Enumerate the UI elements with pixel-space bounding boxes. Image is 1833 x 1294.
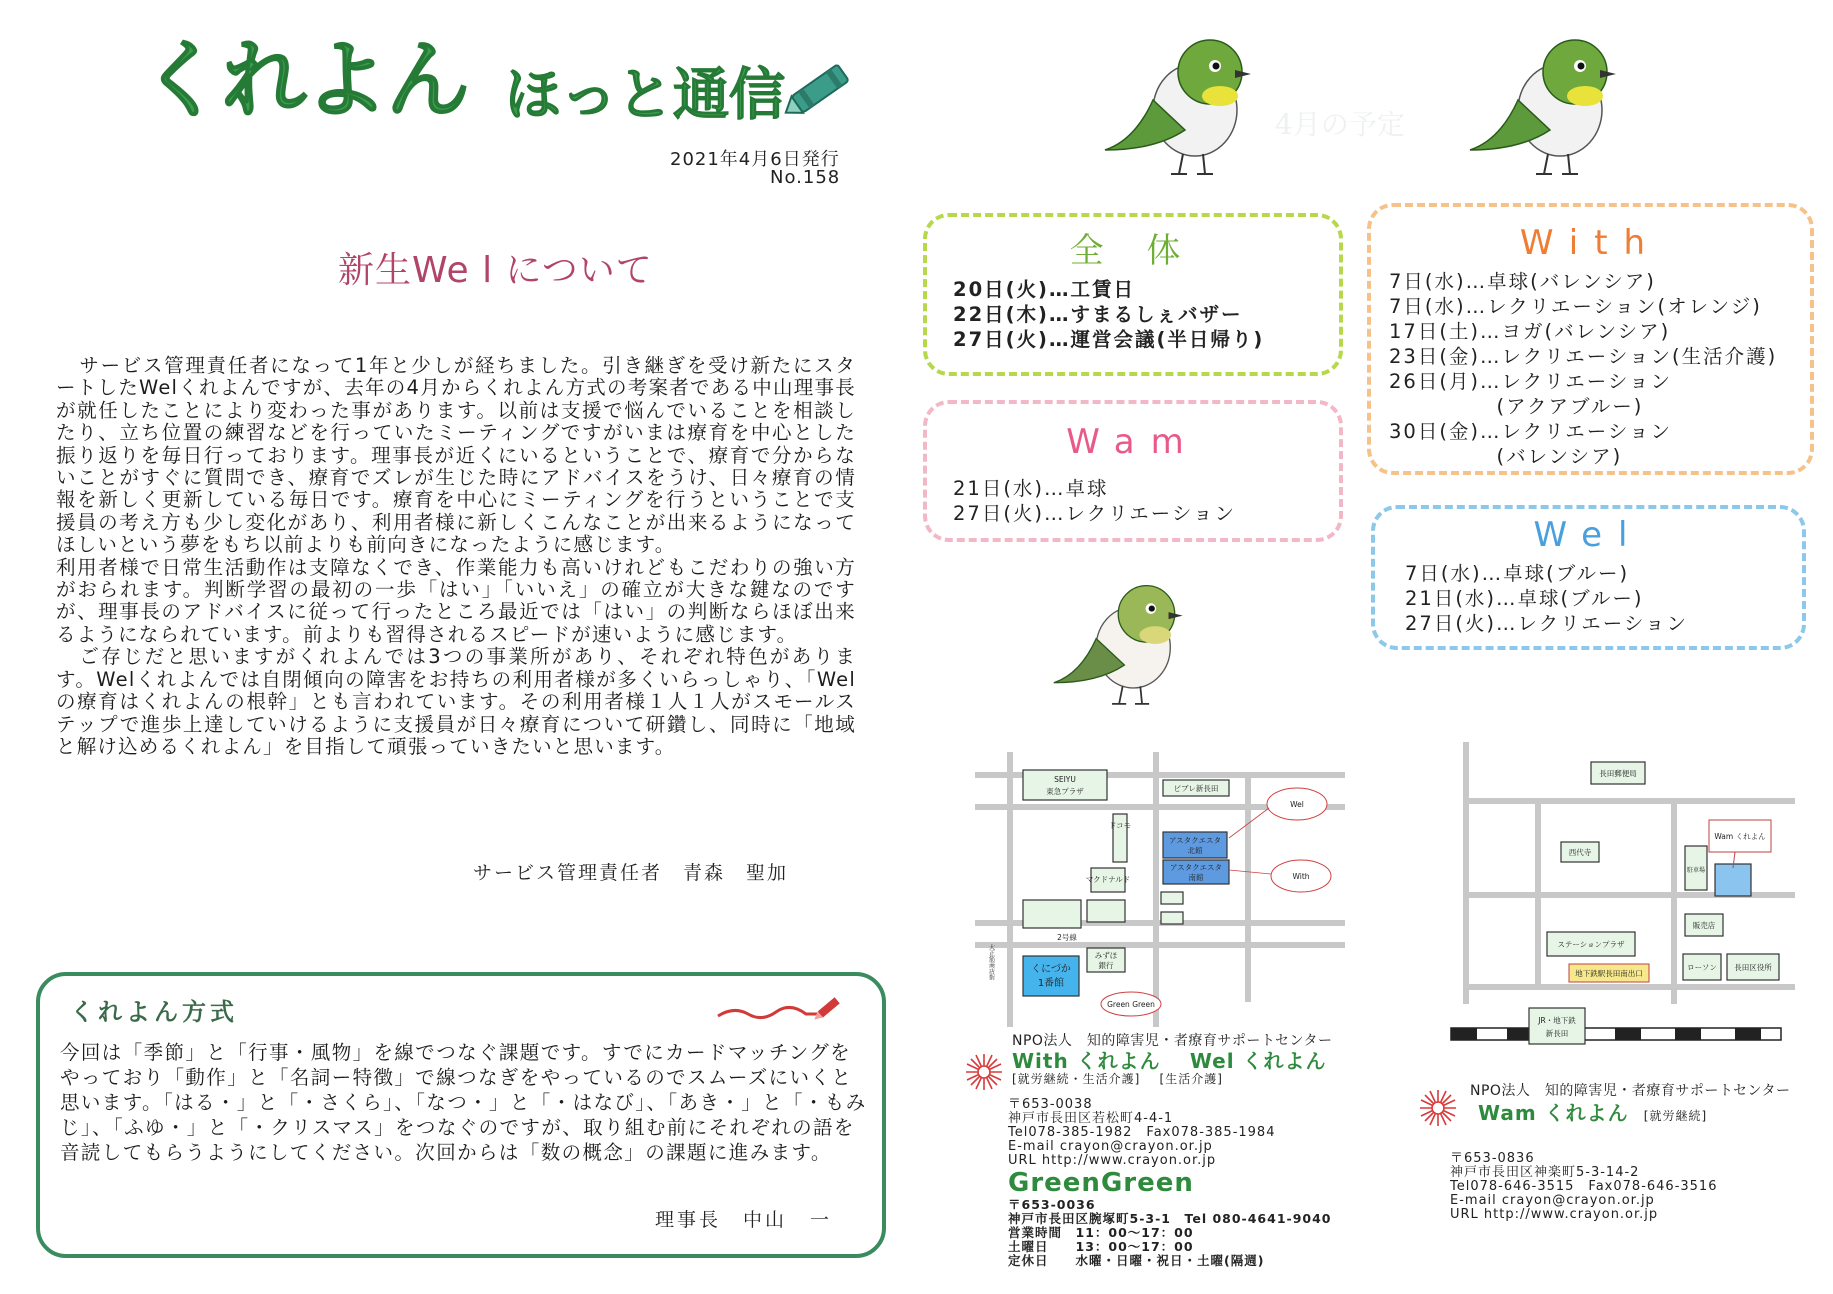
schedule-box-all <box>923 213 1343 376</box>
list-item: 27日(火)…運営会議(半日帰り) <box>953 328 1265 351</box>
list-item: 26日(月)…レクリエーション <box>1389 370 1672 393</box>
schedule-all-title: 全 体 <box>1069 231 1197 271</box>
article-title: 新生We l について <box>338 250 653 291</box>
sun-logo-icon <box>964 1052 1004 1092</box>
footer-tag-wam: [就労継続] <box>1643 1109 1708 1123</box>
map-saidai-label: 西代寺 <box>1568 848 1592 857</box>
footer-green-saturday: 土曜日 13：00～17：00 <box>1008 1239 1194 1254</box>
map-lawson-label: ローソン <box>1687 963 1717 972</box>
map-post-label: 長田郵便局 <box>1599 769 1637 778</box>
footer-green-postal: 〒653-0036 <box>1008 1197 1096 1212</box>
schedule-all-list <box>953 277 1264 352</box>
map-with-callout: With <box>1292 872 1310 881</box>
map-asta-north-label: アスタクエスタ <box>1168 836 1222 845</box>
issue-date: 2021年4月6日発行 <box>670 149 840 170</box>
footer-url: URL http://www.crayon.or.jp <box>1450 1207 1659 1222</box>
footer-contact-left <box>1008 1098 1338 1268</box>
footer-org: NPO法人 知的障害児・者療育サポートセンター <box>1470 1083 1791 1099</box>
list-item: 22日(木)…すまるしぇバザー <box>953 303 1243 326</box>
method-signature: 理事長 中山 一 <box>654 1209 832 1231</box>
map-route-label: 2号線 <box>1057 933 1077 942</box>
list-item: 17日(土)…ヨガ(バレンシア) <box>1389 320 1671 343</box>
map-road-label: 大正筋商店街 <box>987 944 995 980</box>
issue-number: No.158 <box>770 167 841 188</box>
footer-postal: 〒653-0038 <box>1008 1097 1093 1112</box>
map-bible-label: ビブレ新長田 <box>1173 784 1219 793</box>
article-paragraph-3: ご存じだと思いますがくれよんでは3つの事業所があり、それぞれ特色があります。Welくれよんでは自閉傾向の障害をお持ちの利用者様が多くいらっしゃり、「Welの療育はくれよんの根幹」とも言われています。その利用者様１人１人がスモールステップで進歩上達していけるように支援員が日々療育について研鑽し、同時に「地域と解け込めるくれよん」を目指して頑張っていきたいと思います。 <box>56 645 856 758</box>
list-item: (バレンシア) <box>1389 445 1623 468</box>
list-item: 27日(火)…レクリエーション <box>953 502 1236 525</box>
footer-tag-with: [就労継続・生活介護] <box>1012 1072 1141 1086</box>
schedule-wam-list <box>953 476 1236 526</box>
list-item: 21日(水)…卓球(ブルー) <box>1405 587 1644 610</box>
list-item: 21日(水)…卓球 <box>953 477 1109 500</box>
map-mizuho-label: みずほ <box>1094 951 1118 960</box>
newsletter-logo-sub: ほっと通信 <box>505 63 785 128</box>
footer-green-address: 神戸市長田区腕塚町5-3-1 Tel 080-4641-9040 <box>1008 1211 1332 1226</box>
footer-address: 神戸市長田区神楽町5-3-14-2 <box>1450 1165 1640 1180</box>
schedule-with-list <box>1389 269 1777 469</box>
red-crayon-icon <box>714 996 844 1024</box>
map-asta-south-label-2: 南館 <box>1188 873 1204 882</box>
footer-brand-wam: Wam くれよん <box>1478 1101 1629 1125</box>
schedule-box-wel <box>1371 505 1806 650</box>
footer-address: 神戸市長田区若松町4-4-1 <box>1008 1111 1174 1126</box>
schedule-box-wam <box>923 400 1343 542</box>
footer-email: E-mail crayon@crayon.or.jp <box>1450 1193 1655 1208</box>
map-jr-label: JR・地下鉄 <box>1538 1016 1576 1025</box>
footer-tel: Tel078-385-1982 Fax078-385-1984 <box>1008 1125 1276 1140</box>
footer-contact-right <box>1450 1152 1790 1222</box>
map-mizuho-label-2: 銀行 <box>1098 961 1114 970</box>
footer-org: NPO法人 知的障害児・者療育サポートセンター <box>1012 1033 1333 1049</box>
map-exit-label: 地下鉄駅長田南出口 <box>1575 969 1643 978</box>
map-kunizuka-label: くにづか <box>1031 964 1071 975</box>
list-item: 7日(水)…卓球(ブルー) <box>1405 562 1630 585</box>
map-asta-north-label-2: 北館 <box>1187 846 1203 855</box>
list-item: 27日(火)…レクリエーション <box>1405 612 1688 635</box>
article-body <box>56 355 856 758</box>
map-jr-label-2: 新長田 <box>1545 1029 1569 1038</box>
crayon-pencil-icon <box>778 60 864 116</box>
list-item: 7日(水)…卓球(バレンシア) <box>1389 270 1656 293</box>
footer-brand-wel: Wel くれよん <box>1189 1049 1327 1073</box>
map-asta-south-label: アスタクエスタ <box>1169 863 1223 872</box>
map-kunizuka-label-2: 1番館 <box>1037 978 1065 989</box>
map-shop-label: 販売店 <box>1692 921 1716 930</box>
footer-tag-wel: [生活介護] <box>1159 1072 1223 1086</box>
article-author: サービス管理責任者 青森 聖加 <box>473 862 789 884</box>
footer-green-closed: 定休日 水曜・日曜・祝日・土曜(隔週) <box>1008 1253 1265 1268</box>
schedule-box-with <box>1367 203 1814 475</box>
list-item: 30日(金)…レクリエーション <box>1389 420 1672 443</box>
bird-icon <box>1095 30 1265 180</box>
schedule-with-title: With <box>1519 223 1662 263</box>
map-seiyu-label: SEIYU <box>1054 775 1076 784</box>
map-mac-label: マクドナルド <box>1085 875 1131 884</box>
bird-icon <box>1045 568 1195 718</box>
map-station-plaza-label: ステーションプラザ <box>1557 940 1625 949</box>
map-wam-callout: Wam くれよん <box>1714 832 1766 841</box>
method-body: 今回は「季節」と「行事・風物」を線でつなぐ課題です。すでにカードマッチングをやっており「動作」と「名詞ー特徴」で線つなぎをやっているのでスムーズにいくと思います。「はる・」と「・さくら」、「なつ・」と「・はなび」、「あき・」と「・もみじ」、「ふゆ・」と「・クリスマス」をつなぐのですが、取り組む前にそれぞれの語を音読してもらうようにしてください。次回からは「数の概念」の課題に進みます。 <box>60 1041 867 1164</box>
map-ward-office-label: 長田区役所 <box>1734 963 1772 972</box>
map-parking-label: 駐車場 <box>1686 867 1706 874</box>
method-box <box>36 972 886 1258</box>
footer-email: E-mail crayon@crayon.or.jp <box>1008 1139 1213 1154</box>
method-title: くれよん方式 <box>70 998 238 1026</box>
map-seiyu-label-2: 東急プラザ <box>1046 787 1084 796</box>
list-item: (アクアブルー) <box>1389 395 1644 418</box>
newsletter-logo-main: くれよん <box>140 31 469 129</box>
footer-with-wel <box>1012 1034 1342 1087</box>
map-wel-callout: Wel <box>1290 800 1304 809</box>
article-paragraph-2: 利用者様で日常生活動作は支障なくでき、作業能力も高いけれどもこだわりの強い方がおられます。判断学習の最初の一歩「はい」「いいえ」の確立が大きな鍵なのですが、理事長のアドバイスに従って行ったところ最近では「はい」の判断ならほぼ出来るようになられています。前よりも習得されるスピードが速いように感じます。 <box>56 555 856 646</box>
list-item: 7日(水)…レクリエーション(オレンジ) <box>1389 295 1762 318</box>
footer-brand-with: With くれよん <box>1012 1049 1161 1073</box>
schedule-wam-title: Wam <box>1066 422 1200 462</box>
schedule-wel-title: Wel <box>1533 515 1644 555</box>
map-with-wel <box>975 752 1345 1027</box>
schedule-title: 4月の予定 <box>1275 108 1405 141</box>
map-green-callout: Green Green <box>1107 1000 1155 1009</box>
article-paragraph-1: サービス管理責任者になって1年と少しが経ちました。引き継ぎを受け新たにスタートしたWelくれよんですが、去年の4月からくれよん方式の考案者である中山理事長が就任したことにより変わった事があります。以前は支援で悩んでいることを相談したり、立ち位置の練習などを行っていたミーティングですがいまは療育を中心とした振り返りを毎日行っております。理事長が近くにいるということで、療育で分からないことがすぐに質問でき、療育でズレが生じた時にアドバイスをうけ、日々療育の情報を新しく更新している毎日です。療育を中心にミーティングを行うということで支援員の考え方も少し変化があり、利用者様に新しくこんなことが出来るようになってほしいという夢をもち以前よりも前向きになったように感じます。 <box>56 354 856 557</box>
footer-tel: Tel078-646-3515 Fax078-646-3516 <box>1450 1179 1718 1194</box>
footer-wam <box>1470 1084 1810 1124</box>
sun-logo-icon <box>1418 1088 1458 1128</box>
schedule-wel-list <box>1405 561 1688 636</box>
map-wam <box>1435 742 1795 1047</box>
bird-icon <box>1460 30 1630 180</box>
footer-postal: 〒653-0836 <box>1450 1151 1535 1166</box>
map-docomo-label: ドコモ <box>1108 821 1132 830</box>
footer-url: URL http://www.crayon.or.jp <box>1008 1153 1217 1168</box>
footer-green-hours: 営業時間 11：00～17：00 <box>1008 1225 1194 1240</box>
list-item: 23日(金)…レクリエーション(生活介護) <box>1389 345 1778 368</box>
footer-greengreen-name: GreenGreen <box>1008 1168 1194 1198</box>
list-item: 20日(火)…工賃日 <box>953 278 1135 301</box>
